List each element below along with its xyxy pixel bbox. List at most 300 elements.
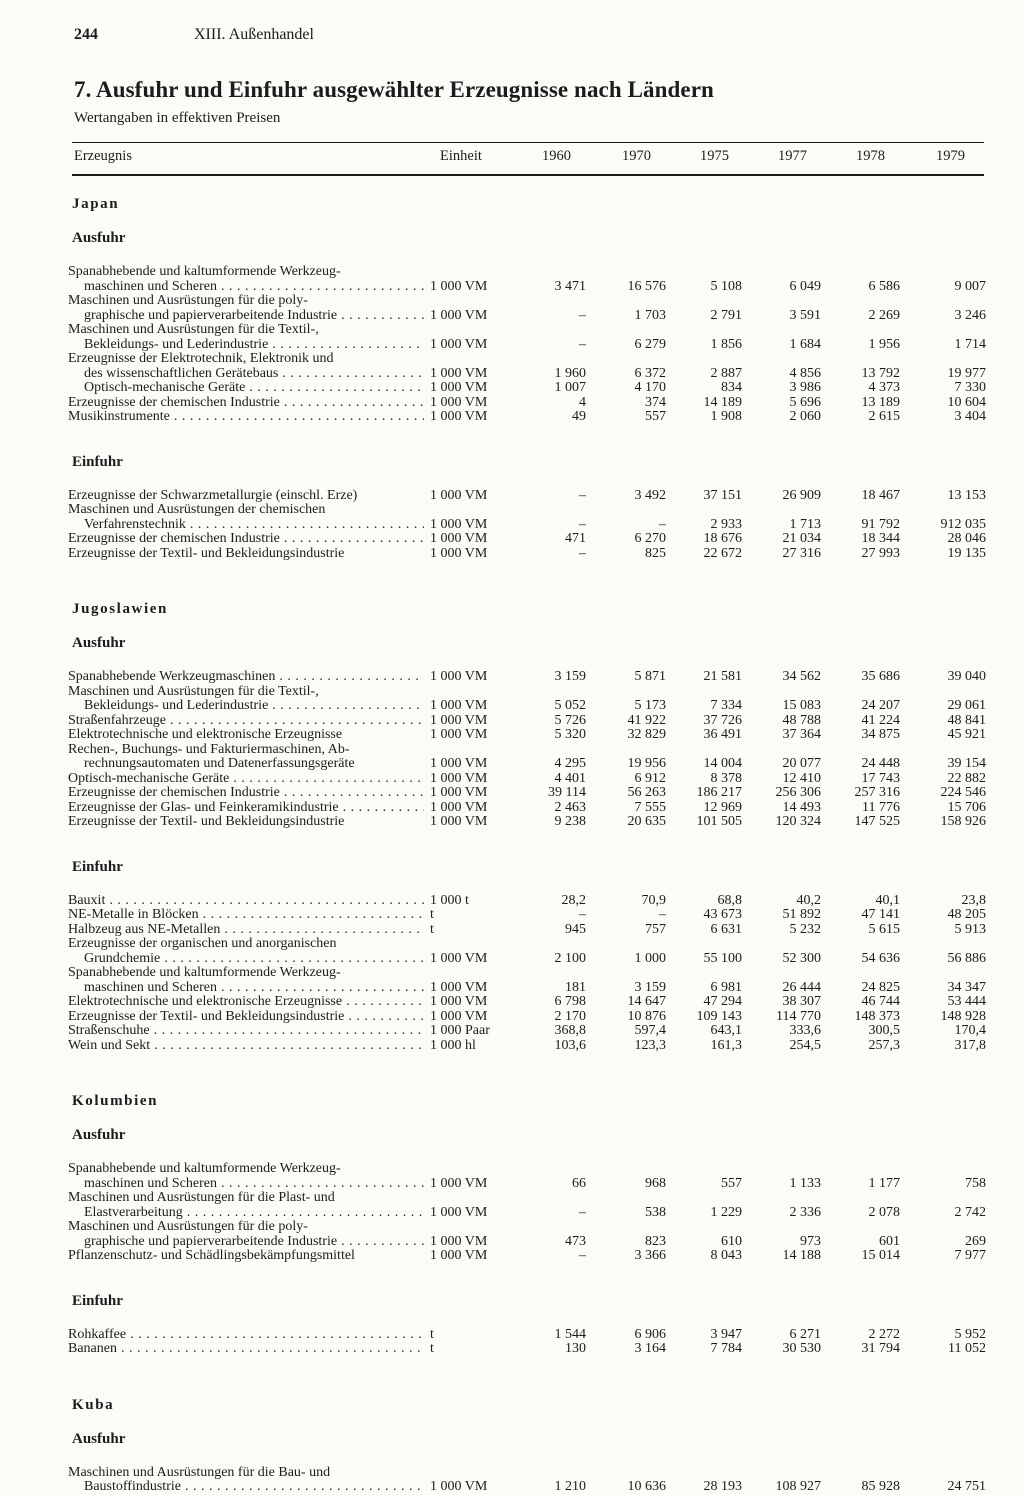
value-cell: 1 229 (710, 1204, 742, 1220)
unit-cell: 1 000 VM (430, 712, 488, 728)
value-cell: 3 492 (634, 487, 666, 503)
value-cell: 5 320 (554, 727, 586, 742)
value-cell: 2 060 (789, 409, 821, 424)
flow-heading: Ausfuhr (72, 230, 126, 246)
value-cell: 14 188 (782, 1248, 821, 1263)
table-row-continuation (0, 1466, 1024, 1481)
value-cell: 53 444 (947, 994, 986, 1009)
value-cell: 7 330 (954, 380, 986, 395)
top-rule (72, 142, 984, 143)
value-cell: 1 703 (634, 307, 666, 323)
value-cell: 34 562 (782, 669, 821, 684)
value-cell: 1 177 (868, 1175, 900, 1191)
product-label: Halbzeug aus NE-Metallen . . . (68, 923, 424, 938)
unit-cell: 1 000 VM (430, 307, 488, 323)
value-cell: 2 615 (868, 409, 900, 424)
value-cell: 28,2 (561, 892, 586, 908)
table-row (0, 786, 1024, 801)
product-label: graphische und papierverarbeitende Industrie . . . (84, 309, 424, 324)
value-cell: 15 083 (782, 698, 821, 713)
product-label: Maschinen und Ausrüstungen für die Plast- und (68, 1191, 335, 1205)
value-cell: 26 444 (782, 979, 821, 995)
value-cell: 5 173 (634, 698, 666, 713)
value-cell: 538 (645, 1204, 666, 1220)
value-cell: 2 933 (710, 516, 742, 532)
value-cell: 473 (565, 1233, 586, 1249)
value-cell: 109 143 (696, 1008, 742, 1024)
spacer (0, 253, 1024, 265)
unit-cell: t (430, 907, 434, 922)
product-label: Straßenfahrzeuge . . . (68, 714, 424, 729)
value-cell: 317,8 (954, 1037, 986, 1053)
value-cell: 12 410 (782, 770, 821, 786)
unit-cell: 1 000 VM (430, 394, 488, 410)
value-cell: 17 743 (861, 770, 900, 786)
value-cell: 6 270 (634, 531, 666, 546)
value-cell: 1 210 (554, 1479, 586, 1494)
product-label: Grundchemie . . . (84, 952, 424, 967)
unit-cell: 1 000 VM (430, 1175, 488, 1191)
value-cell: 3 591 (789, 307, 821, 323)
value-cell: 56 886 (947, 950, 986, 966)
value-cell: 48 841 (947, 712, 986, 728)
product-label: Erzeugnisse der Textil- und Bekleidungsindustrie . . . (68, 1010, 424, 1025)
value-cell: 6 586 (868, 278, 900, 294)
unit-cell: 1 000 Paar (430, 1023, 490, 1038)
value-cell: 912 035 (940, 516, 986, 532)
value-cell: 2 742 (954, 1204, 986, 1220)
unit-cell: 1 000 t (430, 892, 469, 908)
table-row (0, 670, 1024, 685)
value-cell: 601 (879, 1233, 900, 1249)
value-cell: 101 505 (696, 814, 742, 829)
running-header (74, 26, 314, 44)
value-cell: – (579, 1204, 586, 1220)
value-cell: 257 316 (854, 785, 900, 800)
value-cell: 12 969 (703, 799, 742, 815)
value-cell: 40,1 (875, 892, 900, 908)
table-row (0, 981, 1024, 996)
value-cell: 2 078 (868, 1204, 900, 1220)
table-row (0, 1249, 1024, 1264)
spacer (0, 477, 1024, 489)
value-cell: 6 631 (710, 921, 742, 937)
product-label: Maschinen und Ausrüstungen für die poly- (68, 294, 308, 308)
value-cell: 68,8 (717, 892, 742, 908)
value-cell: 6 906 (634, 1326, 666, 1342)
table-row (0, 309, 1024, 324)
value-cell: 130 (565, 1341, 586, 1356)
value-cell: 6 798 (554, 994, 586, 1009)
product-label: Verfahrenstechnik . . . (84, 518, 424, 533)
unit-cell: 1 000 VM (430, 1479, 488, 1494)
product-label: Elektrotechnische und elektronische Erzeugnisse . . . (68, 995, 424, 1010)
table-row-continuation (0, 685, 1024, 700)
unit-cell: 1 000 VM (430, 516, 488, 532)
value-cell: 368,8 (554, 1023, 586, 1038)
value-cell: 39 114 (548, 785, 586, 800)
value-cell: 47 141 (861, 907, 900, 922)
value-cell: 43 673 (703, 907, 742, 922)
value-cell: 18 467 (861, 487, 900, 503)
table-row (0, 1206, 1024, 1221)
value-cell: 147 525 (854, 814, 900, 829)
table-row (0, 772, 1024, 787)
value-cell: 9 007 (954, 278, 986, 294)
value-cell: 5 952 (954, 1326, 986, 1342)
value-cell: 14 189 (703, 394, 742, 410)
unit-cell: 1 000 VM (430, 336, 488, 352)
value-cell: 5 108 (710, 278, 742, 294)
table-row (0, 518, 1024, 533)
unit-cell: 1 000 VM (430, 1204, 488, 1220)
value-cell: 256 306 (775, 785, 821, 800)
value-cell: 1 007 (554, 380, 586, 395)
value-cell: 4 (579, 394, 586, 410)
value-cell: 20 635 (627, 814, 666, 829)
value-cell: 224 546 (940, 785, 986, 800)
table-row (0, 1342, 1024, 1357)
value-cell: 34 875 (861, 727, 900, 742)
value-cell: 158 926 (940, 814, 986, 829)
spacer (0, 1264, 1024, 1286)
product-label: Spanabhebende und kaltumformende Werkzeug- (68, 966, 341, 980)
value-cell: 39 040 (947, 669, 986, 684)
value-cell: 4 401 (554, 770, 586, 786)
value-cell: 4 856 (789, 365, 821, 381)
value-cell: 24 751 (947, 1479, 986, 1494)
table-row (0, 908, 1024, 923)
product-label: Optisch-mechanische Geräte . . . (68, 772, 424, 787)
table-row-continuation (0, 352, 1024, 367)
value-cell: 34 347 (947, 979, 986, 995)
value-cell: 30 530 (782, 1341, 821, 1356)
product-label: Bekleidungs- und Lederindustrie . . . (84, 699, 424, 714)
flow-heading: Einfuhr (72, 1292, 123, 1309)
value-cell: 1 908 (710, 409, 742, 424)
table-row-continuation (0, 1162, 1024, 1177)
value-cell: 1 000 (634, 950, 666, 966)
table-row (0, 1328, 1024, 1343)
value-cell: 21 034 (782, 531, 821, 546)
value-cell: 108 927 (775, 1479, 821, 1494)
unit-cell: 1 000 VM (430, 950, 488, 966)
unit-cell: t (430, 1326, 434, 1342)
value-cell: 91 792 (861, 516, 900, 532)
value-cell: 38 307 (782, 994, 821, 1009)
product-label: Erzeugnisse der Textil- und Bekleidungsindustrie (68, 815, 345, 829)
value-cell: 5 696 (789, 394, 821, 410)
table-row (0, 952, 1024, 967)
value-cell: 29 061 (947, 698, 986, 713)
value-cell: 22 882 (947, 770, 986, 786)
flow-heading: Ausfuhr (72, 1127, 126, 1143)
product-label: Maschinen und Ausrüstungen für die poly- (68, 1220, 308, 1234)
unit-cell: 1 000 VM (430, 756, 488, 771)
value-cell: 3 986 (789, 380, 821, 395)
table-subtitle: Wertangaben in effektiven Preisen (74, 110, 281, 126)
value-cell: 11 052 (948, 1341, 986, 1356)
value-cell: 2 170 (554, 1008, 586, 1024)
value-cell: 2 791 (710, 307, 742, 323)
product-label: Erzeugnisse der Elektrotechnik, Elektronik und (68, 352, 334, 366)
value-cell: 148 373 (854, 1008, 900, 1024)
value-cell: – (659, 907, 666, 922)
value-cell: 55 100 (703, 950, 742, 966)
value-cell: 1 714 (954, 336, 986, 352)
value-cell: 823 (645, 1233, 666, 1249)
value-cell: – (579, 336, 586, 352)
product-label: rechnungsautomaten und Datenerfassungsgeräte (84, 757, 355, 771)
value-cell: 2 272 (868, 1326, 900, 1342)
value-cell: 4 295 (554, 756, 586, 771)
flow-heading: Ausfuhr (72, 1430, 126, 1447)
product-label: Erzeugnisse der Textil- und Bekleidungsindustrie (68, 546, 345, 561)
value-cell: 52 300 (782, 950, 821, 966)
value-cell: 70,9 (641, 892, 666, 908)
value-cell: 28 046 (947, 531, 986, 546)
value-cell: 1 133 (789, 1175, 821, 1191)
value-cell: 7 334 (710, 698, 742, 713)
table-row-continuation (0, 503, 1024, 518)
value-cell: 56 263 (627, 785, 666, 800)
unit-cell: 1 000 VM (430, 380, 488, 395)
value-cell: 35 686 (861, 669, 900, 684)
value-cell: 643,1 (710, 1023, 742, 1038)
value-cell: 1 960 (554, 365, 586, 381)
table-row (0, 757, 1024, 772)
product-label: Elastverarbeitung . . . (84, 1206, 424, 1221)
value-cell: 1 544 (554, 1326, 586, 1342)
unit-cell: 1 000 VM (430, 698, 488, 713)
table-row (0, 338, 1024, 353)
value-cell: 10 636 (627, 1479, 666, 1494)
unit-cell: 1 000 VM (430, 487, 488, 503)
country-heading: Kolumbien (72, 1093, 159, 1109)
product-label: Wein und Sekt . . . (68, 1039, 424, 1054)
value-cell: 14 647 (627, 994, 666, 1009)
country-heading: Japan (72, 196, 120, 212)
chapter-title: XIII. Außenhandel (194, 26, 314, 43)
product-label: Straßenschuhe . . . (68, 1024, 424, 1039)
unit-cell: 1 000 VM (430, 727, 488, 742)
value-cell: 40,2 (796, 892, 821, 908)
value-cell: 10 876 (627, 1008, 666, 1024)
value-cell: 114 770 (776, 1008, 821, 1024)
product-label: graphische und papierverarbeitende Industrie . . . (84, 1235, 424, 1250)
value-cell: 597,4 (634, 1023, 666, 1038)
value-cell: 20 077 (782, 756, 821, 771)
value-cell: 37 364 (782, 727, 821, 742)
value-cell: – (579, 516, 586, 532)
unit-cell: 1 000 hl (430, 1037, 476, 1053)
value-cell: 557 (721, 1175, 742, 1191)
table-row (0, 923, 1024, 938)
product-label: Bauxit . . . (68, 894, 424, 909)
table-row (0, 1039, 1024, 1054)
table-row (0, 699, 1024, 714)
value-cell: 8 043 (710, 1248, 742, 1263)
product-label: Rechen-, Buchungs- und Fakturiermaschinen, Ab- (68, 742, 350, 757)
product-label: Maschinen und Ausrüstungen für die Bau- und (68, 1465, 331, 1480)
value-cell: 41 922 (627, 712, 666, 728)
product-label: maschinen und Scheren . . . (84, 280, 424, 295)
value-cell: 610 (721, 1233, 742, 1249)
value-cell: 23,8 (961, 892, 986, 908)
value-cell: – (579, 307, 586, 323)
value-cell: 27 993 (861, 545, 900, 561)
table-row (0, 801, 1024, 816)
value-cell: 6 271 (789, 1326, 821, 1342)
value-cell: 557 (645, 409, 666, 424)
unit-cell: 1 000 VM (430, 278, 488, 294)
table-row (0, 547, 1024, 562)
column-header-year: 1960 (542, 148, 571, 164)
product-label: Pflanzenschutz- und Schädlingsbekämpfungsmittel (68, 1249, 355, 1263)
product-label: Musikinstrumente . . . (68, 410, 424, 425)
product-label: des wissenschaftlichen Gerätebaus . . . (84, 367, 424, 382)
product-label: Erzeugnisse der chemischen Industrie . . . (68, 786, 424, 801)
value-cell: 28 193 (703, 1479, 742, 1494)
flow-heading: Ausfuhr (72, 635, 126, 651)
table-title: 7. Ausfuhr und Einfuhr ausgewählter Erzeugnisse nach Ländern (74, 77, 714, 102)
value-cell: 6 372 (634, 365, 666, 381)
unit-cell: 1 000 VM (430, 365, 488, 381)
unit-cell: 1 000 VM (430, 1233, 488, 1249)
table-row (0, 714, 1024, 729)
table-row-continuation (0, 966, 1024, 981)
table-row-continuation (0, 743, 1024, 758)
value-cell: 22 672 (703, 545, 742, 561)
value-cell: 19 977 (947, 365, 986, 381)
table-row-continuation (0, 265, 1024, 280)
value-cell: 181 (565, 979, 586, 995)
product-label: Erzeugnisse der Schwarzmetallurgie (einschl. Erze) (68, 488, 358, 503)
product-label: Rohkaffee . . . (68, 1328, 424, 1343)
table-row-continuation (0, 294, 1024, 309)
value-cell: 374 (645, 394, 666, 410)
product-label: Spanabhebende und kaltumformende Werkzeug- (68, 1162, 341, 1176)
unit-cell: 1 000 VM (430, 531, 488, 546)
value-cell: 24 825 (861, 979, 900, 995)
column-header-product: Erzeugnis (74, 148, 132, 164)
value-cell: 51 892 (782, 907, 821, 922)
product-label: Erzeugnisse der organischen und anorganischen (68, 937, 337, 951)
table-header (0, 148, 1024, 170)
table-row (0, 489, 1024, 504)
table-row (0, 1177, 1024, 1192)
value-cell: 3 159 (634, 979, 666, 995)
value-cell: – (579, 1248, 586, 1263)
value-cell: 3 159 (554, 669, 586, 684)
value-cell: 11 776 (862, 799, 900, 815)
table-row (0, 367, 1024, 382)
value-cell: 37 726 (703, 712, 742, 728)
table-row (0, 1480, 1024, 1495)
column-header-year: 1979 (936, 148, 965, 164)
product-label: Bekleidungs- und Lederindustrie . . . (84, 338, 424, 353)
value-cell: 45 921 (947, 727, 986, 742)
spacer (0, 1053, 1024, 1087)
value-cell: 14 004 (703, 756, 742, 771)
value-cell: 103,6 (554, 1037, 586, 1053)
value-cell: – (579, 487, 586, 503)
product-label: Optisch-mechanische Geräte . . . (84, 381, 424, 396)
value-cell: 5 052 (554, 698, 586, 713)
spacer (0, 425, 1024, 447)
unit-cell: 1 000 VM (430, 814, 488, 829)
value-cell: 3 404 (954, 409, 986, 424)
value-cell: 54 636 (861, 950, 900, 966)
product-label: maschinen und Scheren . . . (84, 1177, 424, 1192)
value-cell: 161,3 (710, 1037, 742, 1053)
value-cell: 14 493 (782, 799, 821, 815)
value-cell: 15 014 (861, 1248, 900, 1263)
column-header-year: 1977 (778, 148, 807, 164)
product-label: Elektrotechnische und elektronische Erzeugnisse (68, 728, 343, 742)
page-number: 244 (74, 26, 98, 43)
value-cell: 48 205 (947, 907, 986, 922)
unit-cell: t (430, 921, 434, 937)
value-cell: – (579, 907, 586, 922)
unit-cell: 1 000 VM (430, 770, 488, 786)
value-cell: 3 471 (554, 278, 586, 294)
table-row (0, 1235, 1024, 1250)
value-cell: 5 615 (868, 921, 900, 937)
product-label: Bananen . . . (68, 1342, 424, 1357)
value-cell: 10 604 (947, 394, 986, 410)
unit-cell: 1 000 VM (430, 979, 488, 995)
value-cell: 31 794 (861, 1341, 900, 1356)
column-header-unit: Einheit (440, 148, 482, 164)
value-cell: 968 (645, 1175, 666, 1191)
spacer (0, 1150, 1024, 1162)
value-cell: 834 (721, 380, 742, 395)
header-rule (72, 174, 984, 176)
value-cell: 148 928 (940, 1008, 986, 1024)
product-label: Erzeugnisse der chemischen Industrie . . . (68, 396, 424, 411)
product-label: Baustoffindustrie . . . (84, 1480, 424, 1495)
value-cell: 18 676 (703, 531, 742, 546)
value-cell: 2 463 (554, 799, 586, 815)
table-row-continuation (0, 1220, 1024, 1235)
value-cell: 37 151 (703, 487, 742, 503)
value-cell: 825 (645, 545, 666, 561)
spacer (0, 1316, 1024, 1328)
spacer (0, 561, 1024, 595)
table-row (0, 396, 1024, 411)
value-cell: 19 956 (627, 756, 666, 771)
value-cell: 1 856 (710, 336, 742, 352)
value-cell: 8 378 (710, 770, 742, 786)
value-cell: 7 784 (710, 1341, 742, 1356)
value-cell: 973 (800, 1233, 821, 1249)
product-label: maschinen und Scheren . . . (84, 981, 424, 996)
value-cell: 186 217 (696, 785, 742, 800)
table-row (0, 995, 1024, 1010)
value-cell: 26 909 (782, 487, 821, 503)
unit-cell: t (430, 1341, 434, 1356)
unit-cell: 1 000 VM (430, 545, 488, 561)
value-cell: – (659, 516, 666, 532)
table-row (0, 280, 1024, 295)
table-row (0, 1024, 1024, 1039)
table-row (0, 815, 1024, 830)
value-cell: 36 491 (703, 727, 742, 742)
value-cell: 32 829 (627, 727, 666, 742)
value-cell: 18 344 (861, 531, 900, 546)
unit-cell: 1 000 VM (430, 994, 488, 1009)
